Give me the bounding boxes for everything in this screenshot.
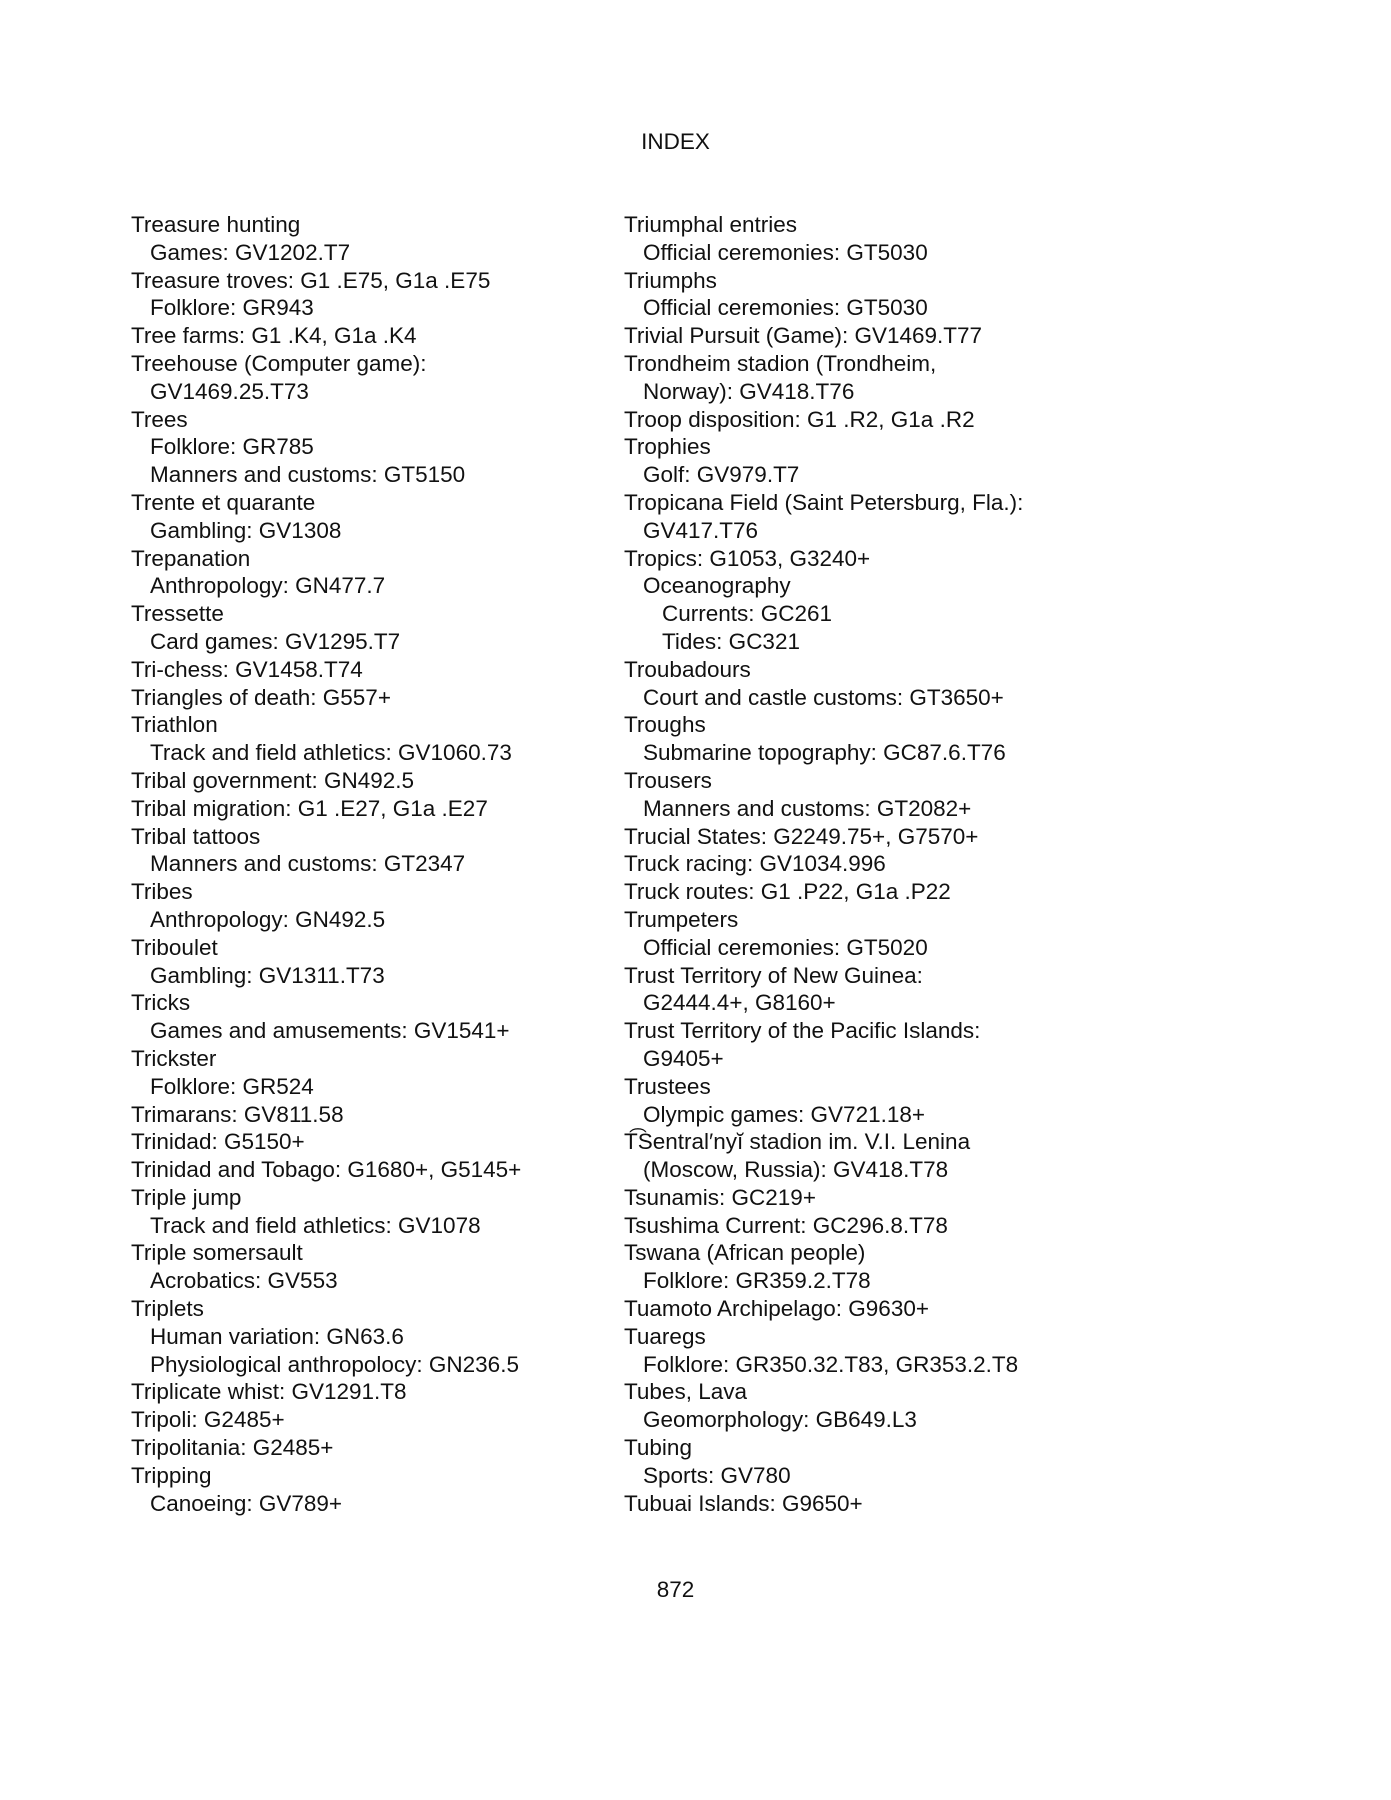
index-heading: Tribal tattoos: [131, 823, 261, 849]
index-heading: Tripoli: G2485+: [131, 1407, 285, 1433]
index-heading: Triumphal entries: [624, 212, 797, 237]
index-heading: Trees: [131, 406, 188, 432]
index-subentry: Human variation: GN63.6: [150, 1323, 404, 1349]
index-heading: Troop disposition: G1 .R2, G1a .R2: [624, 406, 975, 432]
index-column-right: [624, 211, 1094, 1517]
index-heading: Tropicana Field (Saint Petersburg, Fla.):: [624, 489, 1024, 515]
index-heading: Trucial States: G2249.75+, G7570+: [624, 823, 979, 849]
index-heading: Tswana (African people): [624, 1240, 866, 1266]
index-heading: Triple jump: [131, 1184, 242, 1210]
index-subentry: G2444.4+, G8160+: [643, 990, 836, 1016]
index-subentry: Sports: GV780: [643, 1462, 791, 1488]
index-subentry: Tides: GC321: [662, 628, 800, 654]
index-subentry: Anthropology: GN477.7: [150, 573, 386, 599]
index-subentry: Physiological anthropolocy: GN236.5: [150, 1351, 519, 1377]
index-heading: Tropics: G1053, G3240+: [624, 545, 871, 571]
index-subentry: Norway): GV418.T76: [643, 378, 855, 404]
index-subentry: Manners and customs: GT2082+: [643, 795, 972, 821]
index-heading: Troubadours: [624, 656, 751, 682]
index-subentry: Gambling: GV1311.T73: [150, 962, 385, 988]
index-heading: Tricks: [131, 990, 191, 1016]
index-subentry: Official ceremonies: GT5030: [643, 295, 928, 321]
index-heading: Tribal government: GN492.5: [131, 767, 415, 793]
index-subentry: Folklore: GR350.32.T83, GR353.2.T8: [643, 1351, 1019, 1377]
index-heading: Trinidad: G5150+: [131, 1129, 305, 1155]
index-heading: Triathlon: [131, 712, 218, 738]
index-subentry: Court and castle customs: GT3650+: [643, 684, 1004, 710]
index-heading: Trente et quarante: [131, 489, 316, 515]
index-heading: Trondheim stadion (Trondheim,: [624, 350, 937, 376]
index-heading: Triplets: [131, 1296, 204, 1322]
index-heading: Trickster: [131, 1045, 217, 1071]
index-subentry: GV417.T76: [643, 517, 759, 543]
index-subentry: Card games: GV1295.T7: [150, 628, 401, 654]
index-heading: Trustees: [624, 1073, 711, 1099]
index-heading: Troughs: [624, 712, 706, 738]
index-subentry: GV1469.25.T73: [150, 378, 309, 404]
index-heading: Tripping: [131, 1462, 212, 1488]
index-subentry: Folklore: GR524: [150, 1073, 314, 1099]
index-heading: Truck routes: G1 .P22, G1a .P22: [624, 879, 951, 905]
index-subentry: Manners and customs: GT2347: [150, 851, 466, 877]
index-heading: Trinidad and Tobago: G1680+, G5145+: [131, 1157, 522, 1183]
index-subentry: Folklore: GR359.2.T78: [643, 1268, 871, 1294]
index-column-left: [131, 211, 601, 1517]
index-heading: T͡Sentral′nyĭ stadion im. V.I. Lenina: [624, 1129, 971, 1155]
index-heading: Tuaregs: [624, 1323, 706, 1349]
index-subentry: Manners and customs: GT5150: [150, 462, 466, 488]
index-heading: Truck racing: GV1034.996: [624, 851, 886, 877]
index-heading: Tripolitania: G2485+: [131, 1435, 334, 1461]
page-number: 872: [656, 1577, 695, 1602]
index-subentry: G9405+: [643, 1045, 724, 1071]
page-title: INDEX: [641, 129, 710, 154]
index-heading: Triangles of death: G557+: [131, 684, 391, 710]
index-subentry: Golf: GV979.T7: [643, 462, 800, 488]
index-subentry: Official ceremonies: GT5030: [643, 239, 928, 265]
index-heading: Trepanation: [131, 545, 251, 571]
index-heading: Triumphs: [624, 267, 717, 293]
index-subentry: Oceanography: [643, 573, 791, 599]
index-heading: Tsunamis: GC219+: [624, 1184, 816, 1210]
index-heading: Trivial Pursuit (Game): GV1469.T77: [624, 323, 983, 349]
index-heading: Tribal migration: G1 .E27, G1a .E27: [131, 795, 488, 821]
index-subentry: Track and field athletics: GV1060.73: [150, 740, 512, 766]
index-subentry: Folklore: GR785: [150, 434, 314, 460]
index-subentry: Geomorphology: GB649.L3: [643, 1407, 917, 1433]
index-heading: Tree farms: G1 .K4, G1a .K4: [131, 323, 417, 349]
index-heading: Triple somersault: [131, 1240, 303, 1266]
index-subentry: Gambling: GV1308: [150, 517, 342, 543]
index-heading: Tubuai Islands: G9650+: [624, 1490, 863, 1516]
index-heading: Triplicate whist: GV1291.T8: [131, 1379, 407, 1405]
index-heading: Trust Territory of New Guinea:: [624, 962, 923, 988]
index-heading: Trimarans: GV811.58: [131, 1101, 344, 1127]
index-subentry: Acrobatics: GV553: [150, 1268, 338, 1294]
index-heading: Trousers: [624, 767, 712, 793]
index-subentry: Games and amusements: GV1541+: [150, 1018, 510, 1044]
index-subentry: Submarine topography: GC87.6.T76: [643, 740, 1006, 766]
index-heading: Tri-chess: GV1458.T74: [131, 656, 363, 682]
index-heading: Tubing: [624, 1435, 692, 1461]
index-subentry: Anthropology: GN492.5: [150, 906, 386, 932]
index-heading: Tsushima Current: GC296.8.T78: [624, 1212, 948, 1238]
index-subentry: Canoeing: GV789+: [150, 1490, 343, 1516]
index-subentry: Olympic games: GV721.18+: [643, 1101, 926, 1127]
index-heading: Trumpeters: [624, 906, 739, 932]
index-heading: Trophies: [624, 434, 711, 460]
index-subentry: Official ceremonies: GT5020: [643, 934, 928, 960]
index-heading: Tribes: [131, 879, 193, 905]
index-heading: Treasure hunting: [131, 212, 301, 237]
index-heading: Tressette: [131, 601, 224, 627]
index-subentry: Folklore: GR943: [150, 295, 314, 321]
index-heading: Tuamoto Archipelago: G9630+: [624, 1296, 929, 1322]
index-subentry: Track and field athletics: GV1078: [150, 1212, 481, 1238]
index-heading: Trust Territory of the Pacific Islands:: [624, 1018, 981, 1044]
index-heading: Tubes, Lava: [624, 1379, 747, 1405]
index-heading: Treehouse (Computer game):: [131, 350, 427, 376]
index-subentry: Games: GV1202.T7: [150, 239, 351, 265]
index-subentry: Currents: GC261: [662, 601, 833, 627]
index-subentry: (Moscow, Russia): GV418.T78: [643, 1157, 949, 1183]
index-heading: Treasure troves: G1 .E75, G1a .E75: [131, 267, 491, 293]
index-heading: Triboulet: [131, 934, 218, 960]
